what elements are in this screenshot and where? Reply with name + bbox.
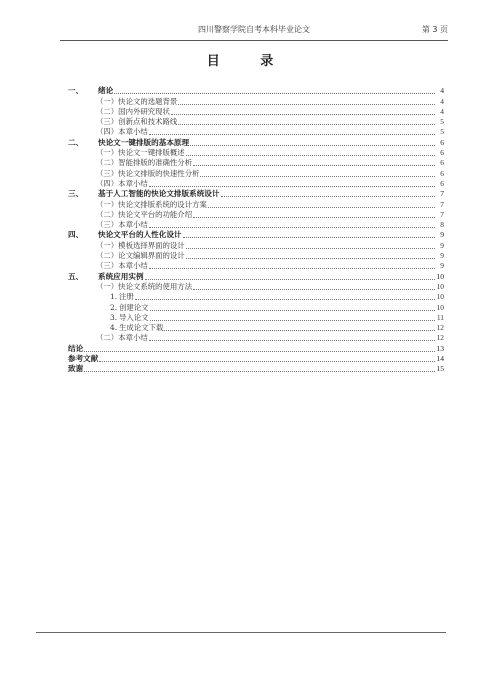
header-page-number: 第 3 页 xyxy=(421,25,448,34)
toc-entry[interactable] xyxy=(68,271,444,281)
toc-entry[interactable] xyxy=(68,220,444,230)
toc-entry[interactable] xyxy=(68,96,444,106)
toc-entry-label: （一）快论文排版系统的设计方案 xyxy=(96,199,207,209)
toc-entry-number: 五、 xyxy=(68,271,84,281)
toc-entry-label: 快论文一键排版的基本原理 xyxy=(98,137,190,147)
toc-entry-label: （一）快论文的选题背景 xyxy=(96,96,178,106)
toc-entry[interactable] xyxy=(68,86,444,96)
toc-entry[interactable] xyxy=(68,148,444,158)
toc-leader-dots xyxy=(190,145,435,146)
toc-entry[interactable] xyxy=(68,292,444,302)
toc-entry-page: 6 xyxy=(440,158,444,168)
toc-entry-label: （四）本章小结 xyxy=(96,127,148,137)
table-of-contents xyxy=(68,86,444,374)
toc-entry-label: 参考文献 xyxy=(68,354,99,364)
toc-entry[interactable] xyxy=(68,179,444,189)
toc-entry-label: （二）智能排版的准确性分析 xyxy=(96,158,193,168)
toc-entry-number: 一、 xyxy=(68,86,84,96)
toc-leader-dots xyxy=(208,207,435,208)
toc-entry-page: 5 xyxy=(440,127,444,137)
toc-leader-dots xyxy=(186,248,435,249)
toc-leader-dots xyxy=(149,227,435,228)
toc-entry-page: 10 xyxy=(436,302,444,312)
toc-entry-label: （三）本章小结 xyxy=(96,261,148,271)
toc-leader-dots xyxy=(164,330,435,331)
toc-entry-label: 致谢 xyxy=(68,364,84,374)
toc-entry-page: 9 xyxy=(440,230,444,240)
toc-entry-label: （一）模板选择界面的设计 xyxy=(96,240,185,250)
toc-entry[interactable] xyxy=(68,168,444,178)
toc-entry[interactable] xyxy=(68,199,444,209)
toc-entry-label: 结论 xyxy=(68,343,84,353)
toc-leader-dots xyxy=(193,165,435,166)
toc-leader-dots xyxy=(135,299,435,300)
toc-entry[interactable] xyxy=(68,210,444,220)
toc-entry-number: 三、 xyxy=(68,189,84,199)
toc-entry[interactable] xyxy=(68,107,444,117)
toc-entry-label: （二）论文编辑界面的设计 xyxy=(96,251,185,261)
toc-entry-label: 导入论文 xyxy=(119,312,149,322)
toc-leader-dots xyxy=(99,361,435,362)
toc-entry-page: 7 xyxy=(440,199,444,209)
toc-leader-dots xyxy=(114,93,435,94)
toc-leader-dots xyxy=(186,258,435,259)
toc-entry-page: 6 xyxy=(440,137,444,147)
toc-entry[interactable] xyxy=(68,251,444,261)
toc-entry-number: 二、 xyxy=(68,137,84,147)
toc-entry-number: 1. xyxy=(110,292,118,302)
toc-entry-page: 10 xyxy=(436,271,444,281)
toc-entry-number: 3. xyxy=(110,312,118,322)
toc-entry-label: （二）国内外研究现状 xyxy=(96,106,170,116)
toc-leader-dots xyxy=(150,320,435,321)
toc-entry[interactable] xyxy=(68,364,444,374)
toc-entry[interactable] xyxy=(68,313,444,323)
toc-entry[interactable] xyxy=(68,189,444,199)
toc-entry-label: 基于人工智能的快论文排版系统设计 xyxy=(98,189,220,199)
toc-leader-dots xyxy=(171,114,435,115)
toc-entry-label: （二）本章小结 xyxy=(96,333,148,343)
toc-leader-dots xyxy=(221,196,436,197)
toc-entry-label: 创建论文 xyxy=(119,302,149,312)
toc-leader-dots xyxy=(84,351,435,352)
toc-leader-dots xyxy=(193,217,435,218)
toc-entry-page: 9 xyxy=(440,240,444,250)
toc-entry[interactable] xyxy=(68,117,444,127)
toc-entry[interactable] xyxy=(68,158,444,168)
toc-entry-page: 8 xyxy=(440,220,444,230)
toc-entry-label: （三）创新点和技术路线 xyxy=(96,117,178,127)
toc-entry-page: 13 xyxy=(436,343,444,353)
toc-leader-dots xyxy=(149,340,435,341)
toc-leader-dots xyxy=(149,134,435,135)
toc-entry-page: 12 xyxy=(436,323,444,333)
toc-entry-label: 绪论 xyxy=(98,86,114,96)
toc-entry-label: （一）快论文系统的使用方法 xyxy=(96,281,193,291)
toc-entry-page: 4 xyxy=(440,106,444,116)
toc-entry-page: 14 xyxy=(436,354,444,364)
toc-entry-page: 4 xyxy=(440,96,444,106)
toc-entry-page: 9 xyxy=(440,251,444,261)
toc-entry[interactable] xyxy=(68,354,444,364)
toc-entry-label: （三）本章小结 xyxy=(96,220,148,230)
toc-entry-label: （二）快论文平台的功能介绍 xyxy=(96,209,193,219)
page-header xyxy=(60,22,448,41)
toc-leader-dots xyxy=(193,289,435,290)
toc-leader-dots xyxy=(186,155,435,156)
toc-entry-page: 6 xyxy=(440,148,444,158)
toc-leader-dots xyxy=(84,371,435,372)
toc-entry[interactable] xyxy=(68,323,444,333)
toc-entry-page: 12 xyxy=(436,333,444,343)
toc-entry-label: （四）本章小结 xyxy=(96,178,148,188)
toc-entry-page: 6 xyxy=(440,168,444,178)
header-title: 四川警察学院自考本科毕业论文 xyxy=(198,25,310,34)
toc-entry-page: 7 xyxy=(440,209,444,219)
toc-entry-page: 6 xyxy=(440,178,444,188)
toc-entry[interactable] xyxy=(68,333,444,343)
toc-entry[interactable] xyxy=(68,343,444,353)
toc-entry-page: 4 xyxy=(440,86,444,96)
toc-entry-page: 7 xyxy=(440,189,444,199)
toc-entry[interactable] xyxy=(68,230,444,240)
toc-entry-number: 2. xyxy=(110,302,118,312)
toc-entry-page: 11 xyxy=(436,312,444,322)
toc-leader-dots xyxy=(150,310,435,311)
toc-entry-label: 注册 xyxy=(119,292,134,302)
toc-entry-page: 15 xyxy=(436,364,444,374)
toc-entry-label: （三）快论文排版的快速性分析 xyxy=(96,168,200,178)
toc-leader-dots xyxy=(178,124,435,125)
toc-leader-dots xyxy=(149,186,435,187)
toc-leader-dots xyxy=(178,104,435,105)
toc-entry[interactable] xyxy=(68,127,444,137)
toc-entry-label: 生成论文下载 xyxy=(119,323,164,333)
toc-entry[interactable] xyxy=(68,282,444,292)
toc-entry[interactable] xyxy=(68,261,444,271)
toc-entry-label: （一）快论文一键排版概述 xyxy=(96,148,185,158)
toc-entry-page: 9 xyxy=(440,261,444,271)
toc-entry-number: 四、 xyxy=(68,230,84,240)
toc-leader-dots xyxy=(200,176,435,177)
toc-entry[interactable] xyxy=(68,240,444,250)
toc-leader-dots xyxy=(149,268,435,269)
toc-entry[interactable] xyxy=(68,302,444,312)
toc-entry[interactable] xyxy=(68,137,444,147)
toc-leader-dots xyxy=(183,237,435,238)
toc-entry-number: 4. xyxy=(110,323,118,333)
toc-entry-page: 5 xyxy=(440,117,444,127)
toc-entry-page: 10 xyxy=(436,292,444,302)
toc-entry-page: 10 xyxy=(436,281,444,291)
toc-title: 目 录 xyxy=(206,54,292,69)
toc-leader-dots xyxy=(145,279,435,280)
toc-entry-label: 快论文平台的人性化设计 xyxy=(98,230,182,240)
toc-entry-label: 系统应用实例 xyxy=(98,271,144,281)
footer-divider xyxy=(36,632,446,633)
